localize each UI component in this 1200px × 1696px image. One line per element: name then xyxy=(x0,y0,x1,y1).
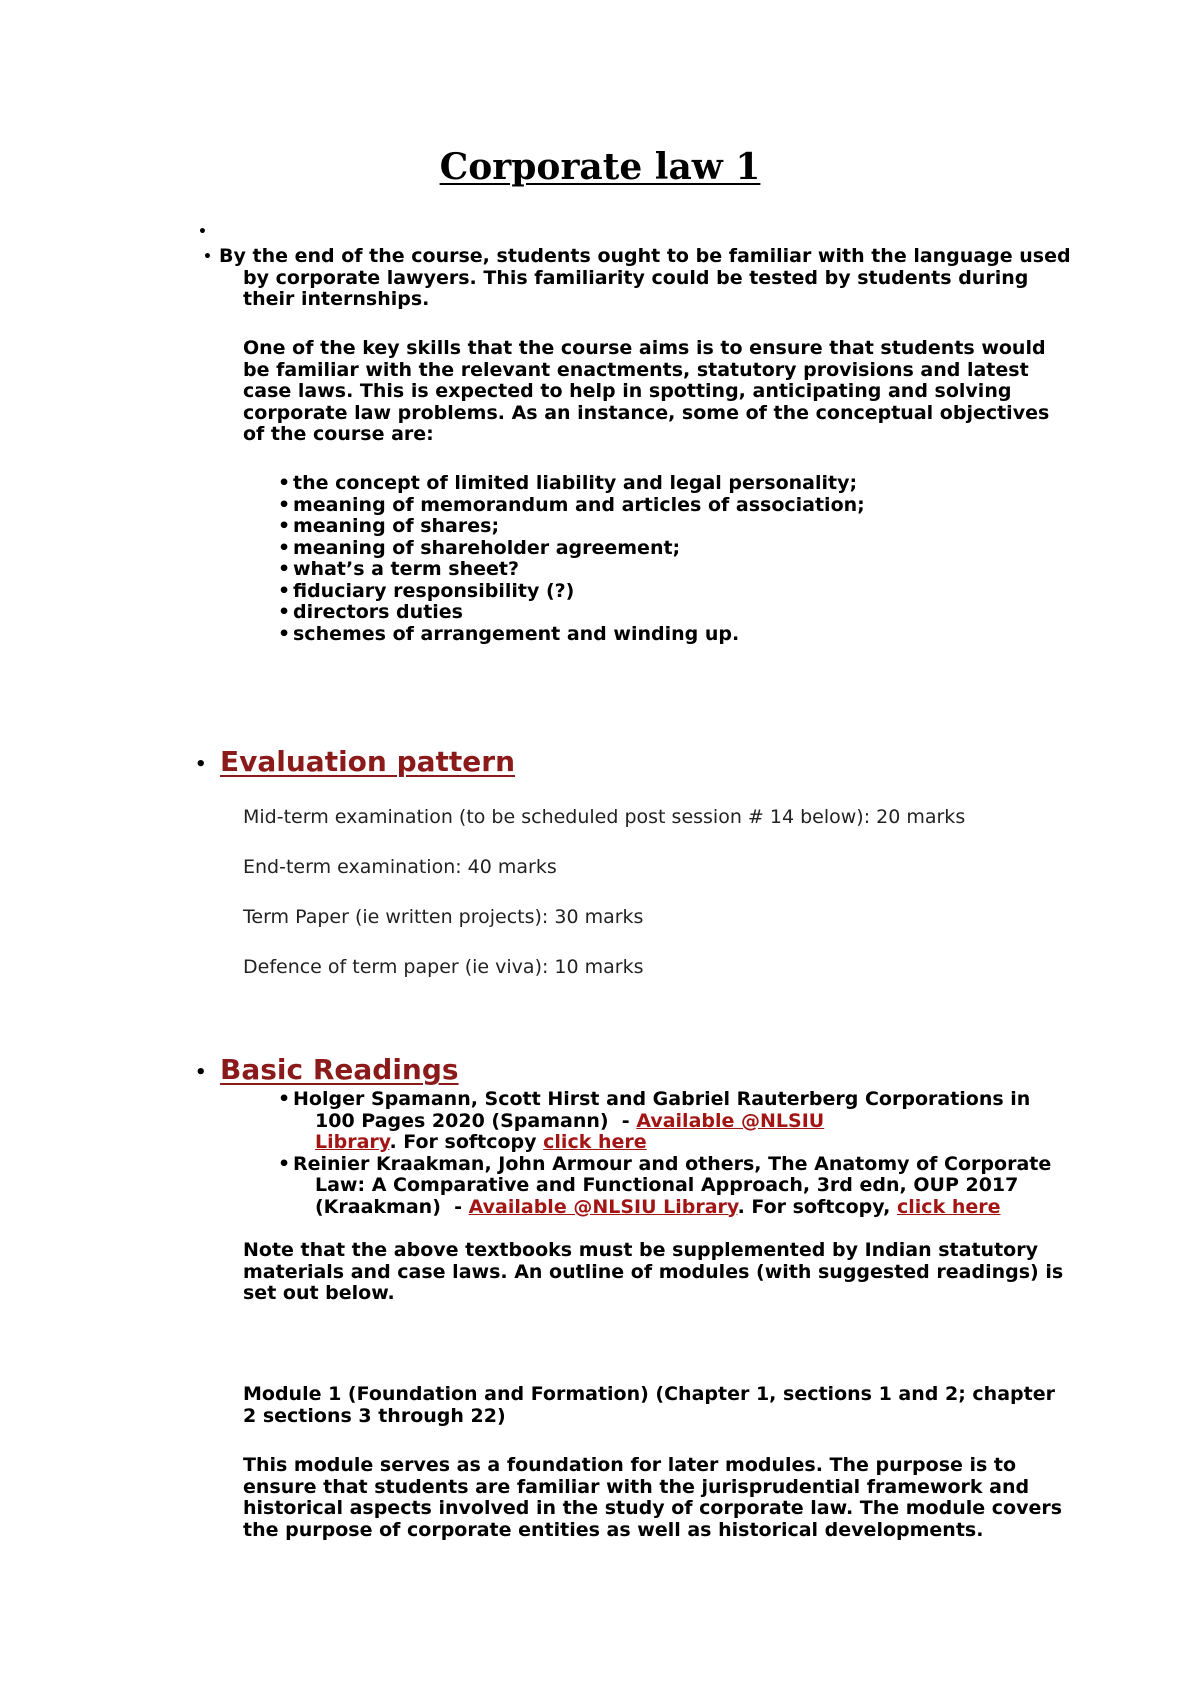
evaluation-item: Term Paper (ie written projects): 30 marks xyxy=(243,906,644,928)
evaluation-heading: Evaluation pattern xyxy=(220,745,516,778)
softcopy-link[interactable]: click here xyxy=(897,1195,1001,1218)
module-1-heading: Module 1 (Foundation and Formation) (Chapter 1, sections 1 and 2; chapter 2 sections 3 through 22) xyxy=(243,1383,1055,1427)
evaluation-item: End-term examination: 40 marks xyxy=(243,856,557,878)
reading-item: • Holger Spamann, Scott Hirst and Gabriel Rauterberg Corporations in 100 Pages 2020 (Spamann) - Available @NLSIU Library. For softcopy click here xyxy=(278,1089,1068,1154)
list-item: • what’s a term sheet? xyxy=(278,559,1078,581)
list-item: • directors duties xyxy=(278,602,1078,624)
readings-list xyxy=(278,1089,1068,1218)
module-1-description: This module serves as a foundation for later modules. The purpose is to ensure that students are familiar with the jurisprudential framework and historical aspects involved in the study of corporate law. The module covers the purpose of corporate entities as well as historical developments. xyxy=(243,1454,1063,1541)
library-link[interactable]: Available @NLSIU Library xyxy=(315,1109,825,1153)
library-link[interactable]: Available @NLSIU Library xyxy=(468,1195,738,1218)
softcopy-link[interactable]: click here xyxy=(543,1131,647,1153)
evaluation-bullet: • xyxy=(195,754,207,775)
list-item: • fiduciary responsibility (?) xyxy=(278,581,1078,603)
list-item: • meaning of shareholder agreement; xyxy=(278,538,1078,560)
objectives-list xyxy=(278,473,1078,645)
reading-item: • Reinier Kraakman, John Armour and others, The Anatomy of Corporate Law: A Comparative and Functional Approach, 3rd edn, OUP 2017 (Kraakman) - Available @NLSIU Library. For softcopy, click here xyxy=(278,1154,1068,1219)
intro-bullet: • xyxy=(203,249,212,265)
intro-paragraph-2: One of the key skills that the course aims is to ensure that students would be familiar with the relevant enactments, statutory provisions and latest case laws. This is expected to help in spotting, anticipating and solving corporate law problems. As an instance, some of the conceptual objectives of the course are: xyxy=(243,337,1050,445)
readings-note: Note that the above textbooks must be supplemented by Indian statutory materials and case laws. An outline of modules (with suggested readings) is set out below. xyxy=(243,1239,1064,1304)
readings-bullet: • xyxy=(195,1062,207,1083)
readings-heading: Basic Readings xyxy=(220,1053,459,1086)
empty-bullet: • xyxy=(198,224,207,240)
list-item: • schemes of arrangement and winding up. xyxy=(278,624,1078,646)
page-title: Corporate law 1 xyxy=(439,146,761,188)
list-item: • meaning of memorandum and articles of association; xyxy=(278,495,1078,517)
intro-paragraph-1: By the end of the course, students ought to be familiar with the language used by corporate lawyers. This familiarity could be tested by students during their internships. xyxy=(219,245,1071,310)
list-item: • meaning of shares; xyxy=(278,516,1078,538)
list-item: • the concept of limited liability and legal personality; xyxy=(278,473,1078,495)
evaluation-item: Mid-term examination (to be scheduled post session # 14 below): 20 marks xyxy=(243,806,966,828)
evaluation-item: Defence of term paper (ie viva): 10 marks xyxy=(243,956,644,978)
